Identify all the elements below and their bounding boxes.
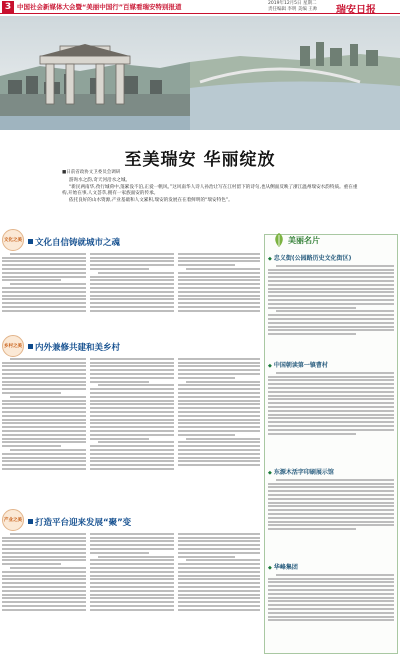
- sidebar-item-zhongyi-street: ◆ 忠义街(公园路历史文化街区): [268, 253, 351, 262]
- section-badge-village: 乡村之美: [2, 335, 24, 357]
- sidebar-text-2: [268, 370, 394, 460]
- leaf-icon: [272, 232, 286, 248]
- date-info: 2019年12月5日 星期二 责任编辑 李明 美编 王帅: [268, 1, 318, 12]
- banner-title: 中国社会新媒体大会暨“美丽中国行”百媒看瑞安特别报道: [17, 3, 182, 11]
- sidebar-text-3: [268, 477, 394, 557]
- section-title-village: 内外兼修共建和美乡村: [28, 341, 120, 353]
- body-column-1a: [2, 251, 86, 331]
- sidebar-item-caocun: ◆ 中国朝读第一镇曹村: [268, 360, 328, 369]
- sidebar-item-huafeng-group: ◆ 华峰集团: [268, 562, 298, 571]
- body-column-3b: [90, 531, 174, 653]
- page-header: [0, 0, 400, 14]
- section-badge-industry: 产业之美: [2, 509, 24, 531]
- section-title-culture: 文化自信铸就城市之魂: [28, 236, 120, 248]
- sidebar-text-1: [268, 263, 394, 355]
- section-title-industry: 打造平台迎来发展“聚”变: [28, 516, 131, 528]
- page-number: 3: [2, 1, 14, 13]
- newspaper-brand: 瑞安日报: [336, 5, 376, 16]
- sidebar-title: 美丽名片: [288, 235, 320, 245]
- section-badge-culture: 文化之美: [2, 229, 24, 251]
- body-column-1c: [178, 251, 260, 331]
- body-column-2b: [90, 356, 174, 506]
- sidebar-header: [272, 232, 342, 250]
- main-photo: [0, 16, 400, 130]
- body-column-2a: [2, 356, 86, 506]
- sidebar-text-4: [268, 572, 394, 650]
- photo-caption: ■日前省政协文卫委员会调研: [62, 170, 121, 175]
- body-column-3c: [178, 531, 260, 653]
- body-column-3a: [2, 531, 86, 653]
- article-headline: 至美瑞安 华丽绽放: [124, 150, 276, 170]
- lead-paragraphs: 游询水之韵,奇天河沿水之城。 “新民两南华,孜行城荷中,蓬累没不泊,正爱一帆风。”这风南华人诗人孙治让写在江村留下的诗句,也从侧面反映了浙江温州瑞安水韵特质。重在重构,开始在事,人文荟萃,拥有一家族面安的传承。 依托良好的山水资源,产业基础和人文累积,瑞安的发展在在着鲜明的“瑞安特色”。: [62, 178, 358, 203]
- sidebar-item-printing-museum: ◆ 东源木活字印刷展示馆: [268, 467, 334, 476]
- body-column-2c: [178, 356, 260, 506]
- body-column-1b: [90, 251, 174, 331]
